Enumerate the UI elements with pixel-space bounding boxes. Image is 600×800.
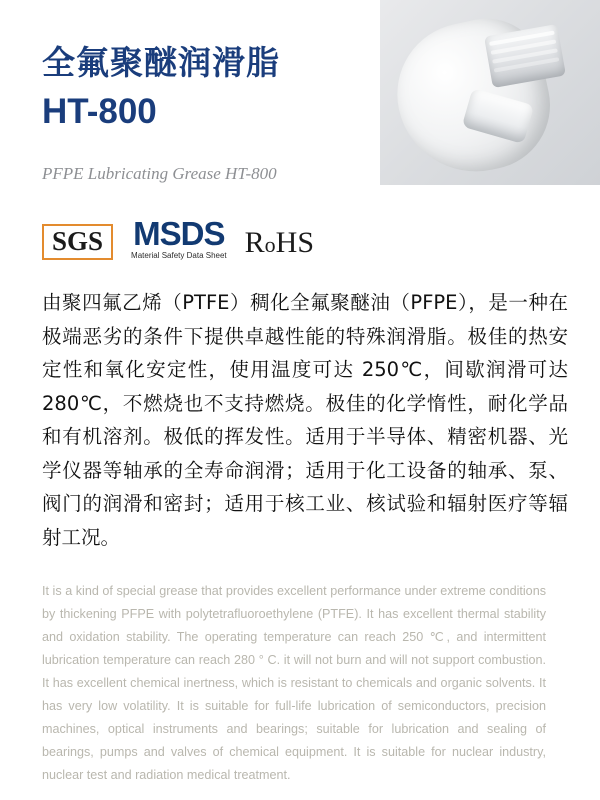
msds-badge-label: MSDS — [133, 215, 225, 253]
subtitle-english: PFPE Lubricating Grease HT-800 — [42, 163, 277, 183]
rohs-badge — [245, 228, 314, 258]
page-title: 全氟聚醚润滑脂 — [42, 44, 280, 81]
certification-badges — [42, 217, 568, 260]
product-code: HT-800 — [42, 92, 157, 132]
rohs-badge-o: o — [264, 232, 276, 258]
msds-badge-caption: Material Safety Data Sheet — [131, 251, 227, 261]
description-chinese: 由聚四氟乙烯（PTFE）稠化全氟聚醚油（PFPE），是一种在极端恶劣的条件下提供卓越性能的特殊润滑脂。极佳的热安定性和氧化安定性，使用温度可达 250℃，间歇润滑可达 280℃，不燃烧也不支持燃烧。极佳的化学惰性，耐化学品和有机溶剂。极低的挥发性。适用于半导体、精密机器、光学仪器等轴承的全寿命润滑；适用于化工设备的轴承、泵、阀门的润滑和密封；适用于核工业、核试验和辐射医疗等辐射工况。 — [42, 291, 568, 549]
rohs-badge-hs: HS — [275, 226, 315, 260]
msds-badge — [131, 217, 227, 260]
rohs-badge-r: R — [244, 226, 265, 260]
description-english: It is a kind of special grease that provides excellent performance under extreme conditions by thickening PFPE with polytetrafluoroethylene (PTFE). It has excellent thermal stability and oxidation stability. The operating temperature can reach 250 ℃, and intermittent lubrication temperature can reach 280 ° C. it will not burn and will not support combustion. It has excellent chemical inertness, which is resistant to chemicals and organic solvents. It has very low volatility. It is suitable for full-life lubrication of semiconductors, precision machines, optical instruments and bearings; suitable for lubrication and sealing of bearings, pumps and valves of chemical equipment. It is suitable for nuclear industry, nuclear test and radiation medical treatment. — [42, 584, 546, 782]
sgs-badge: SGS — [42, 224, 113, 260]
